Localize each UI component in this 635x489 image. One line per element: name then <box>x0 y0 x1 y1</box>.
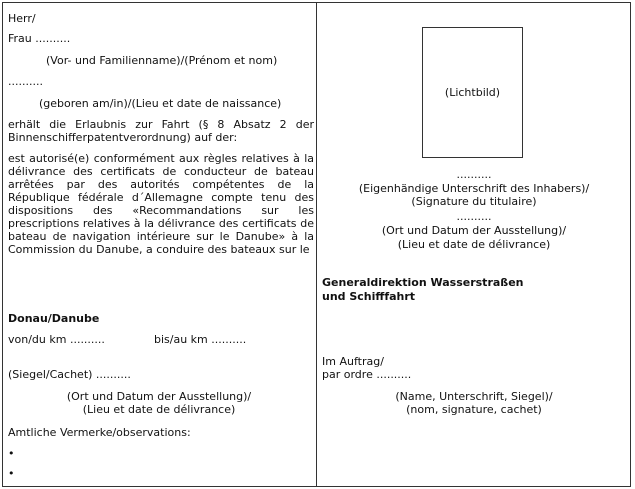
issue-place-date-fr: (Lieu et date de délivrance) <box>82 403 236 416</box>
par-ordre-field: par ordre .......... <box>322 368 412 381</box>
authority-name-line1: Generaldirektion Wasserstraßen <box>322 276 524 289</box>
signature-dots: .......... <box>456 168 492 181</box>
holder-signature-de: (Eigenhändige Unterschrift des Inhabers)/ <box>358 182 590 195</box>
salutation-frau: Frau .......... <box>8 32 71 45</box>
river-title: Donau/Danube <box>8 312 100 325</box>
issue-place-date-de: (Ort und Datum der Ausstellung)/ <box>66 390 252 403</box>
seal-field: (Siegel/Cachet) .......... <box>8 368 131 381</box>
official-notes-label: Amtliche Vermerke/observations: <box>8 426 191 439</box>
name-signature-seal-fr: (nom, signature, cachet) <box>406 403 542 416</box>
bullet-item: • <box>8 447 15 460</box>
to-km: bis/au km .......... <box>154 333 247 346</box>
birth-caption: (geboren am/in)/(Lieu et date de naissance) <box>39 97 282 110</box>
from-km: von/du km .......... <box>8 333 105 346</box>
dots-line: .......... <box>8 75 43 88</box>
photo-box <box>422 27 523 158</box>
photo-label: (Lichtbild) <box>444 86 501 99</box>
issue-place-date-fr-right: (Lieu et date de délivrance) <box>397 238 551 251</box>
permission-text: erhält die Erlaubnis zur Fahrt (§ 8 Absatz 2 der Binnenschifferpatentverordnung) auf der: <box>8 118 314 144</box>
on-behalf-label: Im Auftrag/ <box>322 355 384 368</box>
issue-place-date-de-right: (Ort und Datum der Ausstellung)/ <box>381 224 567 237</box>
authority-name-line2: und Schifffahrt <box>322 290 416 303</box>
holder-signature-fr: (Signature du titulaire) <box>411 195 537 208</box>
french-authorization-text: est autorisé(e) conformément aux règles relatives à la délivrance des certificats de conducteur de bateau arrêtées par des autorités compétentes de la République fédérale d´Allemagne compte tenu des dispositions des «Recommandations sur les prescriptions relatives à la délivrance des certificats de bateau de navigation intérieure sur le Danube» à la Commission du Danube, a conduire des bateaux sur le <box>8 152 314 256</box>
name-signature-seal-de: (Name, Unterschrift, Siegel)/ <box>395 390 553 403</box>
name-caption: (Vor- und Familienname)/(Prénom et nom) <box>46 54 278 67</box>
bullet-item: • <box>8 467 15 480</box>
place-dots: .......... <box>456 210 492 223</box>
salutation-herr: Herr/ <box>8 12 36 25</box>
